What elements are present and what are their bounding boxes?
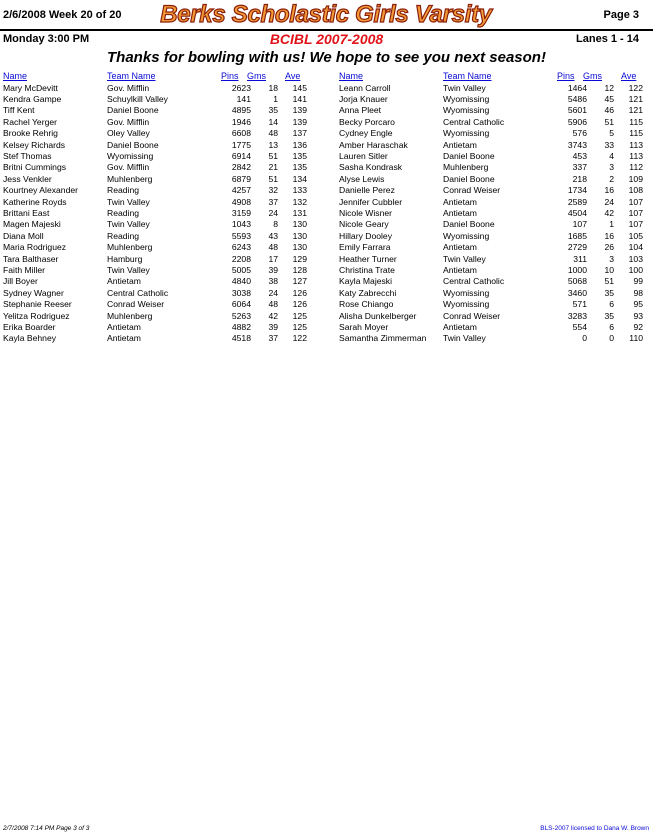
average-value: 141 bbox=[292, 93, 307, 104]
team-name: Twin Valley bbox=[443, 253, 486, 264]
games-value: 8 bbox=[273, 219, 278, 230]
bowler-name: Faith Miller bbox=[3, 264, 46, 275]
games-value: 17 bbox=[268, 253, 278, 264]
games-value: 14 bbox=[268, 116, 278, 127]
pins-value: 6608 bbox=[231, 128, 251, 139]
games-value: 18 bbox=[268, 82, 278, 93]
table-row bbox=[3, 174, 329, 185]
games-value: 42 bbox=[268, 310, 278, 321]
bowler-name: Amber Haraschak bbox=[339, 139, 408, 150]
bowler-name: Kelsey Richards bbox=[3, 139, 66, 150]
average-value: 99 bbox=[633, 276, 643, 287]
average-value: 130 bbox=[292, 230, 307, 241]
average-value: 113 bbox=[629, 139, 643, 150]
games-value: 6 bbox=[609, 299, 614, 310]
team-name: Wyomissing bbox=[443, 230, 490, 241]
bowler-name: Britni Cummings bbox=[3, 162, 67, 173]
col-header-name: Name bbox=[3, 71, 28, 81]
bowler-name: Kayla Behney bbox=[3, 333, 57, 344]
team-name: Muhlenberg bbox=[107, 173, 153, 184]
games-value: 0 bbox=[609, 333, 614, 344]
team-name: Central Catholic bbox=[107, 287, 169, 298]
report-date-week: 2/6/2008 Week 20 of 20 bbox=[3, 9, 122, 21]
team-name: Twin Valley bbox=[107, 264, 150, 275]
games-value: 1 bbox=[609, 219, 614, 230]
bowler-name: Cydney Engle bbox=[339, 128, 393, 139]
games-value: 24 bbox=[604, 196, 614, 207]
col-header-pins: Pins bbox=[221, 71, 239, 81]
team-name: Antietam bbox=[107, 276, 141, 287]
pins-value: 453 bbox=[572, 150, 587, 161]
bowler-name: Rachel Yerger bbox=[3, 116, 57, 127]
team-name: Antietam bbox=[107, 321, 141, 332]
bowler-name: Mary McDevitt bbox=[3, 82, 58, 93]
team-name: Oley Valley bbox=[107, 128, 150, 139]
table-row bbox=[339, 151, 653, 162]
bowler-name: Becky Porcaro bbox=[339, 116, 395, 127]
bowler-name: Erika Boarder bbox=[3, 321, 56, 332]
games-value: 16 bbox=[604, 230, 614, 241]
pins-value: 576 bbox=[572, 128, 587, 139]
team-name: Central Catholic bbox=[443, 276, 505, 287]
bowler-name: Kendra Gampe bbox=[3, 93, 62, 104]
games-value: 10 bbox=[604, 264, 614, 275]
col-header-ave: Ave bbox=[285, 71, 301, 81]
bowler-name: Jorja Knauer bbox=[339, 93, 388, 104]
team-name: Reading bbox=[107, 230, 140, 241]
table-row bbox=[3, 242, 329, 253]
average-value: 93 bbox=[633, 310, 643, 321]
pins-value: 4840 bbox=[231, 276, 251, 287]
bowler-name: Magen Majeski bbox=[3, 219, 61, 230]
bowler-name: Rose Chiango bbox=[339, 299, 394, 310]
bowler-name: Nicole Geary bbox=[339, 219, 389, 230]
bowler-name: Samantha Zimmerman bbox=[339, 333, 427, 344]
table-row bbox=[339, 242, 653, 253]
pins-value: 4895 bbox=[231, 105, 251, 116]
pins-value: 3460 bbox=[567, 287, 587, 298]
pins-value: 1946 bbox=[231, 116, 251, 127]
bowler-name: Emily Farrara bbox=[339, 242, 391, 253]
pins-value: 3159 bbox=[231, 207, 251, 218]
average-value: 115 bbox=[629, 128, 643, 139]
average-value: 107 bbox=[628, 207, 643, 218]
team-name: Twin Valley bbox=[443, 82, 486, 93]
bowler-name: Diana Moll bbox=[3, 230, 44, 241]
bowler-name: Sydney Wagner bbox=[3, 287, 64, 298]
team-name: Gov. Mifflin bbox=[107, 162, 150, 173]
team-name: Reading bbox=[107, 185, 140, 196]
games-value: 45 bbox=[604, 93, 614, 104]
pins-value: 571 bbox=[572, 299, 587, 310]
col-header-ave: Ave bbox=[621, 71, 637, 81]
average-value: 122 bbox=[292, 333, 307, 344]
team-name: Gov. Mifflin bbox=[107, 116, 150, 127]
footer-license: BLS-2007 licensed to Dana W. Brown bbox=[540, 825, 649, 832]
average-value: 130 bbox=[292, 242, 307, 253]
games-value: 38 bbox=[268, 276, 278, 287]
team-name: Twin Valley bbox=[443, 333, 486, 344]
pins-value: 4504 bbox=[567, 207, 587, 218]
team-name: Daniel Boone bbox=[443, 219, 495, 230]
average-value: 136 bbox=[292, 139, 307, 150]
average-value: 122 bbox=[628, 82, 643, 93]
average-value: 105 bbox=[628, 230, 643, 241]
team-name: Schuylkill Valley bbox=[107, 93, 168, 104]
pins-value: 6914 bbox=[231, 150, 251, 161]
table-row bbox=[339, 208, 653, 219]
bowler-name: Sasha Kondrask bbox=[339, 162, 403, 173]
table-row bbox=[3, 231, 329, 242]
col-header-gms: Gms bbox=[247, 71, 266, 81]
average-value: 139 bbox=[292, 116, 307, 127]
games-value: 6 bbox=[609, 321, 614, 332]
games-value: 3 bbox=[609, 162, 614, 173]
table-row bbox=[339, 197, 653, 208]
average-value: 127 bbox=[292, 276, 307, 287]
col-header-team: Team Name bbox=[107, 71, 156, 81]
bowler-name: Maria Rodriguez bbox=[3, 242, 67, 253]
table-row bbox=[339, 299, 653, 310]
games-value: 3 bbox=[609, 253, 614, 264]
games-value: 51 bbox=[604, 276, 614, 287]
pins-value: 2623 bbox=[231, 82, 251, 93]
pins-value: 337 bbox=[572, 162, 587, 173]
pins-value: 3743 bbox=[567, 139, 587, 150]
games-value: 42 bbox=[604, 207, 614, 218]
pins-value: 6879 bbox=[231, 173, 251, 184]
games-value: 48 bbox=[268, 299, 278, 310]
table-row bbox=[339, 174, 653, 185]
pins-value: 5593 bbox=[231, 230, 251, 241]
pins-value: 4908 bbox=[231, 196, 251, 207]
table-row bbox=[3, 219, 329, 230]
bowler-name: Kayla Majeski bbox=[339, 276, 393, 287]
games-value: 35 bbox=[604, 310, 614, 321]
team-name: Twin Valley bbox=[107, 196, 150, 207]
team-name: Daniel Boone bbox=[443, 173, 495, 184]
pins-value: 6243 bbox=[231, 242, 251, 253]
team-name: Antietam bbox=[443, 321, 477, 332]
bowler-name: Hillary Dooley bbox=[339, 230, 393, 241]
team-name: Antietam bbox=[443, 264, 477, 275]
pins-value: 4882 bbox=[231, 321, 251, 332]
bowler-name: Stef Thomas bbox=[3, 150, 52, 161]
team-name: Muhlenberg bbox=[107, 242, 153, 253]
table-row bbox=[3, 140, 329, 151]
team-name: Muhlenberg bbox=[107, 310, 153, 321]
table-row bbox=[3, 311, 329, 322]
games-value: 51 bbox=[268, 150, 278, 161]
table-row bbox=[339, 117, 653, 128]
team-name: Twin Valley bbox=[107, 219, 150, 230]
table-row bbox=[3, 254, 329, 265]
games-value: 37 bbox=[268, 196, 278, 207]
pins-value: 1043 bbox=[231, 219, 251, 230]
col-header-team: Team Name bbox=[443, 71, 492, 81]
pins-value: 218 bbox=[572, 173, 587, 184]
games-value: 48 bbox=[268, 128, 278, 139]
pins-value: 2589 bbox=[567, 196, 587, 207]
table-row bbox=[339, 333, 653, 344]
team-name: Daniel Boone bbox=[443, 150, 495, 161]
average-value: 125 bbox=[292, 321, 307, 332]
pins-value: 5601 bbox=[567, 105, 587, 116]
bowler-name: Yelitza Rodriguez bbox=[3, 310, 70, 321]
team-name: Daniel Boone bbox=[107, 105, 159, 116]
bowler-name: Leann Carroll bbox=[339, 82, 391, 93]
table-row bbox=[339, 140, 653, 151]
bowler-name: Lauren Sitler bbox=[339, 150, 388, 161]
pins-value: 1000 bbox=[567, 264, 587, 275]
pins-value: 6064 bbox=[231, 299, 251, 310]
team-name: Conrad Weiser bbox=[107, 299, 165, 310]
pins-value: 2208 bbox=[231, 253, 251, 264]
col-header-gms: Gms bbox=[583, 71, 602, 81]
table-row bbox=[339, 276, 653, 287]
league-name: BCIBL 2007-2008 bbox=[269, 31, 384, 47]
games-value: 32 bbox=[268, 185, 278, 196]
bowler-name: Jennifer Cubbler bbox=[339, 196, 403, 207]
table-row bbox=[339, 105, 653, 116]
average-value: 125 bbox=[292, 310, 307, 321]
average-value: 132 bbox=[292, 196, 307, 207]
games-value: 35 bbox=[268, 105, 278, 116]
team-name: Reading bbox=[107, 207, 140, 218]
pins-value: 5486 bbox=[567, 93, 587, 104]
table-row bbox=[339, 83, 653, 94]
pins-value: 1775 bbox=[231, 139, 251, 150]
games-value: 35 bbox=[604, 287, 614, 298]
games-value: 21 bbox=[268, 162, 278, 173]
average-value: 128 bbox=[292, 264, 307, 275]
table-row bbox=[3, 83, 329, 94]
games-value: 33 bbox=[604, 139, 614, 150]
team-name: Antietam bbox=[443, 196, 477, 207]
average-value: 134 bbox=[292, 173, 307, 184]
col-header-name: Name bbox=[339, 71, 364, 81]
bowler-name: Tiff Kent bbox=[3, 105, 35, 116]
pins-value: 0 bbox=[582, 333, 587, 344]
pins-value: 5906 bbox=[567, 116, 587, 127]
average-value: 129 bbox=[292, 253, 307, 264]
team-name: Wyomissing bbox=[107, 150, 154, 161]
team-name: Wyomissing bbox=[443, 128, 490, 139]
bowler-name: Brooke Rehrig bbox=[3, 128, 58, 139]
bowler-name: Stephanie Reeser bbox=[3, 299, 72, 310]
team-name: Wyomissing bbox=[443, 287, 490, 298]
average-value: 109 bbox=[628, 173, 643, 184]
table-row bbox=[3, 128, 329, 139]
average-value: 113 bbox=[629, 150, 643, 161]
table-row bbox=[3, 197, 329, 208]
table-row bbox=[3, 322, 329, 333]
games-value: 43 bbox=[268, 230, 278, 241]
table-row bbox=[339, 128, 653, 139]
pins-value: 554 bbox=[572, 321, 587, 332]
table-row bbox=[3, 94, 329, 105]
table-row bbox=[3, 208, 329, 219]
pins-value: 141 bbox=[236, 93, 251, 104]
games-value: 5 bbox=[609, 128, 614, 139]
average-value: 98 bbox=[633, 287, 643, 298]
games-value: 39 bbox=[268, 264, 278, 275]
table-row bbox=[339, 322, 653, 333]
games-value: 48 bbox=[268, 242, 278, 253]
pins-value: 3038 bbox=[231, 287, 251, 298]
closing-message: Thanks for bowling with us! We hope to see you next season! bbox=[107, 49, 546, 66]
games-value: 24 bbox=[268, 287, 278, 298]
footer-print-info: 2/7/2008 7:14 PM Page 3 of 3 bbox=[3, 825, 90, 832]
average-value: 131 bbox=[292, 207, 307, 218]
table-row bbox=[3, 333, 329, 344]
table-row bbox=[3, 299, 329, 310]
average-value: 110 bbox=[629, 333, 643, 344]
col-header-pins: Pins bbox=[557, 71, 575, 81]
team-name: Gov. Mifflin bbox=[107, 82, 150, 93]
average-value: 137 bbox=[292, 128, 307, 139]
lanes-info: Lanes 1 - 14 bbox=[576, 33, 639, 45]
page-number: Page 3 bbox=[603, 9, 639, 21]
average-value: 103 bbox=[628, 253, 643, 264]
team-name: Hamburg bbox=[107, 253, 143, 264]
games-value: 46 bbox=[604, 105, 614, 116]
pins-value: 1734 bbox=[567, 185, 587, 196]
average-value: 139 bbox=[292, 105, 307, 116]
average-value: 135 bbox=[292, 150, 307, 161]
pins-value: 4257 bbox=[231, 185, 251, 196]
pins-value: 5263 bbox=[231, 310, 251, 321]
pins-value: 5068 bbox=[567, 276, 587, 287]
average-value: 108 bbox=[628, 185, 643, 196]
games-value: 24 bbox=[268, 207, 278, 218]
team-name: Antietam bbox=[443, 139, 477, 150]
table-row bbox=[3, 276, 329, 287]
team-name: Antietam bbox=[443, 242, 477, 253]
average-value: 104 bbox=[628, 242, 643, 253]
average-value: 126 bbox=[292, 287, 307, 298]
bowler-name: Danielle Perez bbox=[339, 185, 395, 196]
pins-value: 4518 bbox=[231, 333, 251, 344]
table-row bbox=[339, 185, 653, 196]
average-value: 92 bbox=[633, 321, 643, 332]
pins-value: 1464 bbox=[567, 82, 587, 93]
bowler-name: Tara Balthaser bbox=[3, 253, 59, 264]
table-row bbox=[339, 265, 653, 276]
bowler-name: Jess Venkler bbox=[3, 173, 52, 184]
table-row bbox=[339, 219, 653, 230]
table-row bbox=[3, 265, 329, 276]
games-value: 51 bbox=[604, 116, 614, 127]
games-value: 26 bbox=[604, 242, 614, 253]
team-name: Antietam bbox=[443, 207, 477, 218]
bowler-name: Kourtney Alexander bbox=[3, 185, 79, 196]
bowler-name: Katy Zabrecchi bbox=[339, 287, 397, 298]
average-value: 130 bbox=[292, 219, 307, 230]
bowler-name: Heather Turner bbox=[339, 253, 397, 264]
team-name: Antietam bbox=[107, 333, 141, 344]
bowler-name: Christina Trate bbox=[339, 264, 395, 275]
games-value: 51 bbox=[268, 173, 278, 184]
bowler-name: Alisha Dunkelberger bbox=[339, 310, 417, 321]
table-row bbox=[3, 162, 329, 173]
games-value: 4 bbox=[609, 150, 614, 161]
average-value: 121 bbox=[628, 93, 643, 104]
pins-value: 3283 bbox=[567, 310, 587, 321]
average-value: 107 bbox=[628, 219, 643, 230]
average-value: 133 bbox=[292, 185, 307, 196]
pins-value: 1685 bbox=[567, 230, 587, 241]
table-row bbox=[3, 105, 329, 116]
day-time: Monday 3:00 PM bbox=[3, 33, 90, 45]
team-name: Conrad Weiser bbox=[443, 185, 501, 196]
table-row bbox=[339, 231, 653, 242]
bowler-name: Jill Boyer bbox=[3, 276, 38, 287]
table-row bbox=[3, 151, 329, 162]
pins-value: 5005 bbox=[231, 264, 251, 275]
table-row bbox=[339, 254, 653, 265]
bowler-name: Brittani East bbox=[3, 207, 50, 218]
bowler-name: Anna Pleet bbox=[339, 105, 382, 116]
table-row bbox=[3, 185, 329, 196]
average-value: 126 bbox=[292, 299, 307, 310]
games-value: 16 bbox=[604, 185, 614, 196]
team-name: Wyomissing bbox=[443, 105, 490, 116]
games-value: 2 bbox=[609, 173, 614, 184]
pins-value: 311 bbox=[573, 253, 587, 264]
bowler-name: Katherine Royds bbox=[3, 196, 67, 207]
games-value: 1 bbox=[273, 93, 278, 104]
games-value: 13 bbox=[268, 139, 278, 150]
pins-value: 2729 bbox=[567, 242, 587, 253]
average-value: 145 bbox=[292, 82, 307, 93]
pins-value: 107 bbox=[572, 219, 587, 230]
team-name: Daniel Boone bbox=[107, 139, 159, 150]
average-value: 121 bbox=[628, 105, 643, 116]
games-value: 37 bbox=[268, 333, 278, 344]
average-value: 107 bbox=[628, 196, 643, 207]
table-row bbox=[339, 288, 653, 299]
team-name: Wyomissing bbox=[443, 299, 490, 310]
average-value: 115 bbox=[629, 116, 643, 127]
team-name: Wyomissing bbox=[443, 93, 490, 104]
games-value: 12 bbox=[604, 82, 614, 93]
bowler-name: Alyse Lewis bbox=[339, 173, 385, 184]
pins-value: 2842 bbox=[231, 162, 251, 173]
team-name: Conrad Weiser bbox=[443, 310, 501, 321]
table-row bbox=[3, 288, 329, 299]
team-name: Muhlenberg bbox=[443, 162, 489, 173]
bowler-name: Nicole Wisner bbox=[339, 207, 393, 218]
average-value: 135 bbox=[292, 162, 307, 173]
games-value: 39 bbox=[268, 321, 278, 332]
table-row bbox=[339, 94, 653, 105]
average-value: 95 bbox=[633, 299, 643, 310]
team-name: Central Catholic bbox=[443, 116, 505, 127]
table-row bbox=[3, 117, 329, 128]
average-value: 112 bbox=[629, 162, 643, 173]
table-row bbox=[339, 162, 653, 173]
report-title: Berks Scholastic Girls Varsity bbox=[160, 1, 492, 28]
bowler-name: Sarah Moyer bbox=[339, 321, 389, 332]
table-row bbox=[339, 311, 653, 322]
average-value: 100 bbox=[628, 264, 643, 275]
